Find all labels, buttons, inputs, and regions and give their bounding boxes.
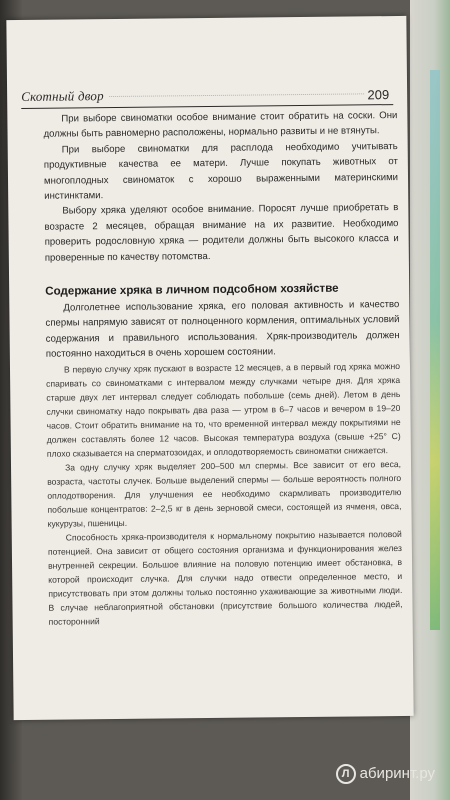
- paragraph: При выборе свиноматки особое внимание стоит обратить на соски. Они должны быть равномерно расположены, нормально развиты и не втянуты.: [43, 110, 398, 141]
- running-header: [21, 74, 393, 109]
- cover-stripe: [430, 70, 440, 630]
- page-body: [43, 108, 402, 628]
- section-intro: Долголетнее использование хряка, его половая активность и качество спермы напрямую зависят от полноценного кормления, оптимальных условий содержания и правильного использования. Хряк-производитель должен постоянно находиться в очень хорошем состоянии.: [45, 299, 400, 360]
- paragraph: Выбору хряка уделяют особое внимание. Поросят лучше приобретать в возрасте 2 месяцев, обращая внимание на их развитие. Необходимо проверить родословную хряка — родители должны быть высокого класса и проверенные по качеству потомства.: [44, 202, 399, 264]
- page-number: 209: [367, 87, 390, 103]
- paragraph: В первую случку хряк пускают в возрасте 12 месяцев, а в первый год хряка можно спаривать со свиноматками с интервалом между случками четыре дня. Для хряка старше двух лет интервал следует соблюдать побольше (семь дней). Летом в день случки свиноматку надо покрывать два раза — утром в 6–7 часов и вечером в 19–20 часов. Стоит обратить внимание на то, что временной интервал между покрытиями не должен составлять более 12 часов. Высокая температура воздуха (свыше +25° С) плохо сказывается на сперматозоидах, и оплодотворяемость свиноматки снижается.: [46, 360, 401, 459]
- book-cover-edge: [410, 0, 450, 800]
- section-heading: Содержание хряка в личном подсобном хозяйстве: [45, 281, 339, 298]
- paragraph: Способность хряка-производителя к нормальному покрытию называется половой потенцией. Она зависит от общего состояния организма и функционирования желез внутренней секреции. Большое влияние на половую потенцию имеет обстановка, в которой происходит случка. Для случки надо отвести определенное место, и присутствовать при этом должны только постоянно ухаживающие за животными люди. В случае неблагоприятной обстановки (присутствие большого количества людей, посторонний: [47, 528, 403, 627]
- paragraph: За одну случку хряк выделяет 200–500 мл спермы. Все зависит от его веса, возраста, частоты случек. Больше выделений спермы — больше вероятность полного оплодотворения. Для улучшения ее необходимо скармливать производителю побольше концентратов: 2–2,5 кг в день зерновой смеси, состоящей из ячменя, овса, кукурузы, пшеницы.: [47, 458, 402, 529]
- watermark-text: абиринт.ру: [359, 764, 435, 782]
- book-page: [6, 16, 413, 720]
- paragraph: При выборе свиноматки для расплода необходимо учитывать продуктивные качества ее матери. Лучше покупать животных от многоплодных свиноматок с хорошо выраженными материнскими инстинктами.: [43, 140, 399, 202]
- labirint-logo-icon: Л: [336, 764, 356, 784]
- watermark: [336, 764, 435, 784]
- chapter-title: Скотный двор: [21, 88, 104, 104]
